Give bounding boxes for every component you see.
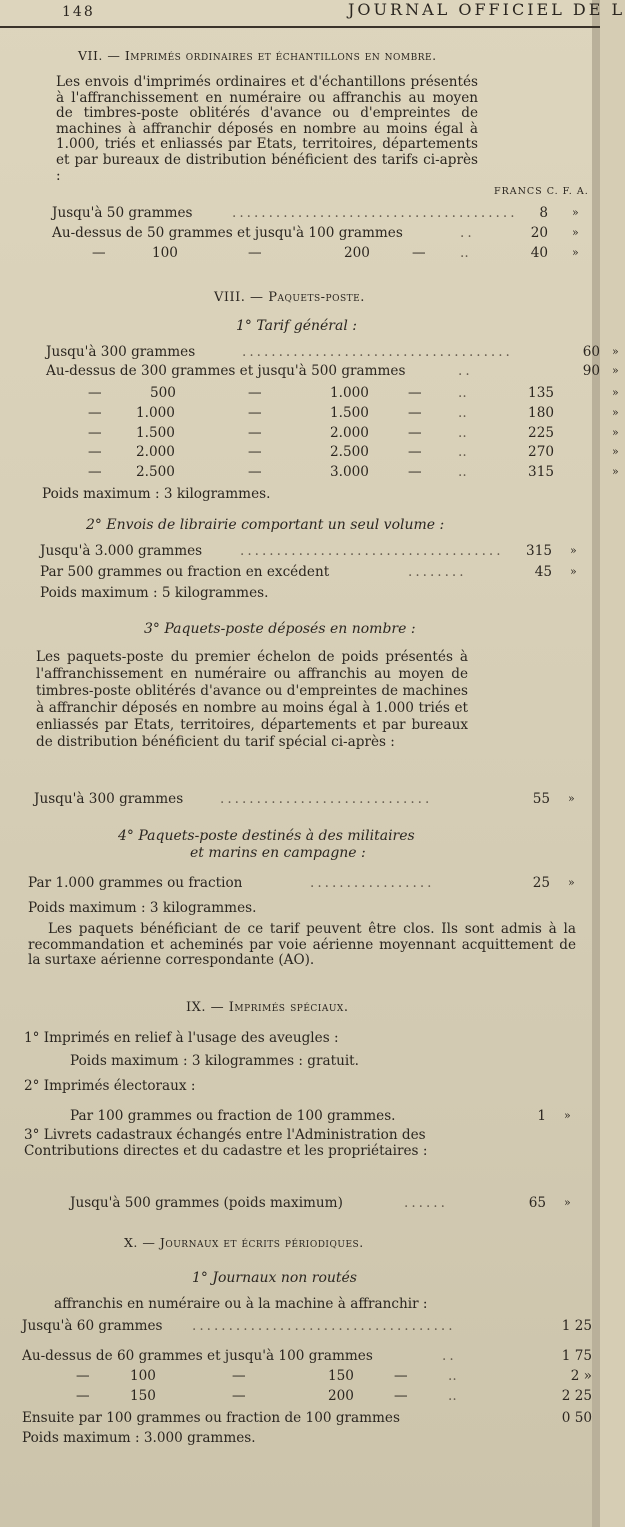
max-weight-note: Poids maximum : 3.000 grammes. <box>22 1430 256 1446</box>
currency-label: FRANCS C. F. A. <box>494 186 589 197</box>
item-aveugles: 1° Imprimés en relief à l'usage des aveugles : <box>24 1030 339 1046</box>
section-ix-title: IX. — Imprimés spéciaux. <box>186 1000 349 1015</box>
tarif-general-title: 1° Tarif général : <box>236 318 357 334</box>
page-number: 148 <box>62 4 95 20</box>
militaires-title-1: 4° Paquets-poste destinés à des militaires <box>118 828 415 844</box>
range-row: — 150 — 200 — .. 2 25 <box>76 1388 592 1404</box>
paquets-nombre-paragraph: Les paquets-poste du premier échelon de poids présentés à l'affranchissement en numéraire ou affranchis au moyen de timbres-poste oblitérés d'avance ou d'empreintes de machines à affranchir déposés en nombre au moins égal à 1.000 triés et enliassés par Etats, territoires, départements et par bureaux de distribution bénéficient du tarif spécial ci-après : <box>36 649 468 750</box>
item-aveugles-note: Poids maximum : 3 kilogrammes : gratuit. <box>70 1053 359 1069</box>
rate-row: Jusqu'à 50 grammes ....................................... 8 » <box>52 205 579 221</box>
section-vii-paragraph: Les envois d'imprimés ordinaires et d'échantillons présentés à l'affranchissement en numéraire ou affranchis au moyen de timbres-poste oblitérés d'avance ou d'empreintes de machines à affranchir déposés en nombre au moins égal à 1.000, triés et enliassés par Etats, territoires, départements et par bureaux de distribution bénéficient des tarifs ci-après : <box>56 74 478 184</box>
rate-row: Jusqu'à 500 grammes (poids maximum) ...... 65 » <box>70 1195 571 1211</box>
item-electoraux: 2° Imprimés électoraux : <box>24 1078 196 1094</box>
rate-row: Au-dessus de 300 grammes et jusqu'à 500 grammes .. 90 » <box>46 363 619 379</box>
rate-row: Au-dessus de 60 grammes et jusqu'à 100 grammes .. 1 75 <box>22 1348 592 1364</box>
rate-row: Au-dessus de 50 grammes et jusqu'à 100 grammes .. 20 » <box>52 225 579 241</box>
range-row: — 100 — 200 — .. 40 » <box>92 245 579 261</box>
rate-row: Jusqu'à 300 grammes ..................................... 60 » <box>46 344 619 360</box>
max-weight-note: Poids maximum : 3 kilogrammes. <box>42 486 271 502</box>
section-viii-title: VIII. — Paquets-poste. <box>214 290 365 305</box>
rate-row: Par 1.000 grammes ou fraction ................. 25 » <box>28 875 575 891</box>
journaux-title: 1° Journaux non routés <box>192 1270 357 1286</box>
max-weight-note: Poids maximum : 3 kilogrammes. <box>28 900 257 916</box>
journal-title: JOURNAL OFFICIEL DE L <box>348 0 625 19</box>
militaires-title-2: et marins en campagne : <box>190 845 366 861</box>
journaux-intro: affranchis en numéraire ou à la machine à affranchir : <box>54 1296 428 1312</box>
rate-row: Jusqu'à 3.000 grammes .................................... 315 » <box>40 543 577 559</box>
max-weight-note: Poids maximum : 5 kilogrammes. <box>40 585 269 601</box>
range-row: — 1.500 — 2.000 — .. 225 » <box>88 425 619 441</box>
item-cadastraux: 3° Livrets cadastraux échangés entre l'Administration des Contributions directes et du cadastre et les propriétaires : <box>24 1127 428 1159</box>
range-row: — 1.000 — 1.500 — .. 180 » <box>88 405 619 421</box>
militaires-paragraph: Les paquets bénéficiant de ce tarif peuvent être clos. Ils sont admis à la recommandation et acheminés par voie aérienne moyennant acquittement de la surtaxe aérienne correspondante (AO). <box>28 921 576 969</box>
librairie-title: 2° Envois de librairie comportant un seul volume : <box>86 517 445 533</box>
rate-row: Jusqu'à 60 grammes .................................... 1 25 <box>22 1318 592 1334</box>
paquets-nombre-title: 3° Paquets-poste déposés en nombre : <box>144 621 416 637</box>
range-row: — 2.000 — 2.500 — .. 270 » <box>88 444 619 460</box>
running-header <box>0 0 625 28</box>
page-edge <box>592 0 600 1527</box>
rate-row: Ensuite par 100 grammes ou fraction de 100 grammes 0 50 <box>22 1410 592 1426</box>
rate-row: Par 500 grammes ou fraction en excédent ........ 45 » <box>40 564 577 580</box>
section-vii-title: VII. — Imprimés ordinaires et échantillons en nombre. <box>78 48 437 63</box>
range-row: — 100 — 150 — .. 2 » <box>76 1368 592 1384</box>
range-row: — 500 — 1.000 — .. 135 » <box>88 385 619 401</box>
range-row: — 2.500 — 3.000 — .. 315 » <box>88 464 619 480</box>
rate-row: Par 100 grammes ou fraction de 100 grammes. 1 » <box>70 1108 571 1124</box>
rate-row: Jusqu'à 300 grammes ............................. 55 » <box>34 791 575 807</box>
section-x-title: X. — Journaux et écrits périodiques. <box>124 1235 364 1250</box>
